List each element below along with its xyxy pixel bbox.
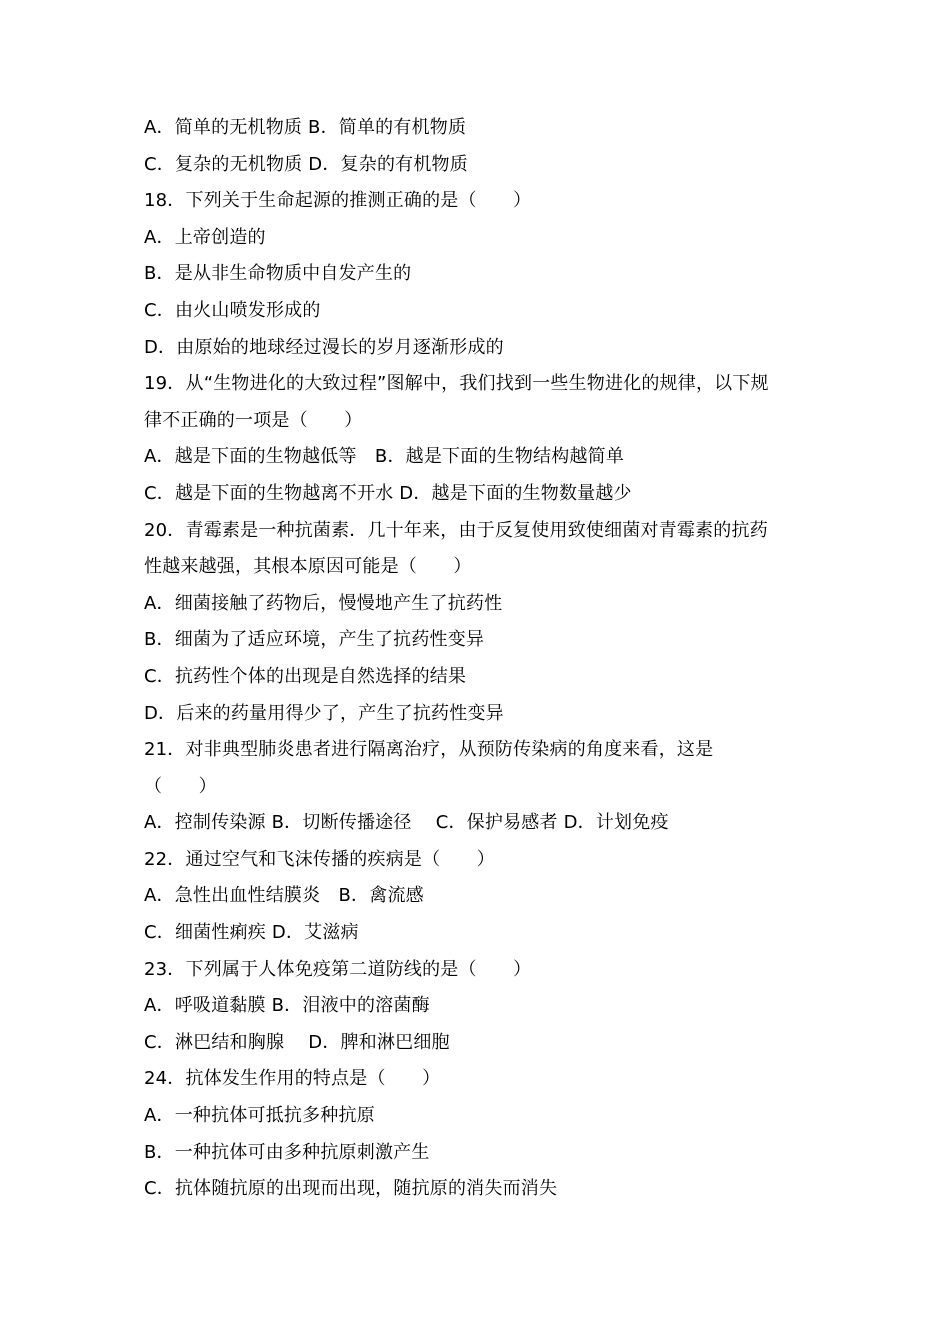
option-20a: A．细菌接触了药物后，慢慢地产生了抗药性 [144, 592, 503, 614]
question-20-line-1: 20．青霉素是一种抗菌素．几十年来，由于反复使用致使细菌对青霉素的抗药 [144, 519, 768, 541]
option-line-21: A．控制传染源 B．切断传播途径 C．保护易感者 D．计划免疫 [144, 812, 669, 834]
option-24b: B．一种抗体可由多种抗原刺激产生 [144, 1141, 430, 1163]
option-18b: B．是从非生命物质中自发产生的 [144, 263, 412, 285]
option-18c: C．由火山喷发形成的 [144, 299, 321, 321]
option-line-19cd: C．越是下面的生物越离不开水 D．越是下面的生物数量越少 [144, 482, 632, 504]
option-line-22cd: C．细菌性痢疾 D．艾滋病 [144, 922, 359, 944]
question-24: 24．抗体发生作用的特点是（ ） [144, 1068, 441, 1090]
question-19-line-2: 律不正确的一项是（ ） [144, 409, 363, 431]
option-line-23ab: A．呼吸道黏膜 B．泪液中的溶菌酶 [144, 995, 430, 1017]
option-20c: C．抗药性个体的出现是自然选择的结果 [144, 665, 467, 687]
question-19-line-1: 19．从“生物进化的大致过程”图解中，我们找到一些生物进化的规律，以下规 [144, 373, 769, 395]
option-line-23cd: C．淋巴结和胸腺 D．脾和淋巴细胞 [144, 1031, 450, 1053]
option-20b: B．细菌为了适应环境，产生了抗药性变异 [144, 629, 485, 651]
option-24a: A．一种抗体可抵抗多种抗原 [144, 1105, 375, 1127]
option-line-22ab: A．急性出血性结膜炎 B．禽流感 [144, 885, 424, 907]
question-21-line-2: （ ） [144, 775, 217, 797]
question-text [144, 110, 810, 1208]
option-24c: C．抗体随抗原的出现而出现，随抗原的消失而消失 [144, 1178, 558, 1200]
question-21-line-1: 21．对非典型肺炎患者进行隔离治疗，从预防传染病的角度来看，这是 [144, 739, 714, 761]
option-line-17cd: C．复杂的无机物质 D．复杂的有机物质 [144, 153, 468, 175]
option-20d: D．后来的药量用得少了，产生了抗药性变异 [144, 702, 504, 724]
option-line-19ab: A．越是下面的生物越低等 B．越是下面的生物结构越简单 [144, 446, 625, 468]
question-20-line-2: 性越来越强，其根本原因可能是（ ） [144, 556, 472, 578]
question-23: 23．下列属于人体免疫第二道防线的是（ ） [144, 958, 532, 980]
question-18: 18．下列关于生命起源的推测正确的是（ ） [144, 190, 532, 212]
question-22: 22．通过空气和飞沫传播的疾病是（ ） [144, 848, 495, 870]
option-18d: D．由原始的地球经过漫长的岁月逐渐形成的 [144, 336, 504, 358]
option-18a: A．上帝创造的 [144, 226, 266, 248]
option-line-17ab: A．简单的无机物质 B．简单的有机物质 [144, 117, 467, 138]
